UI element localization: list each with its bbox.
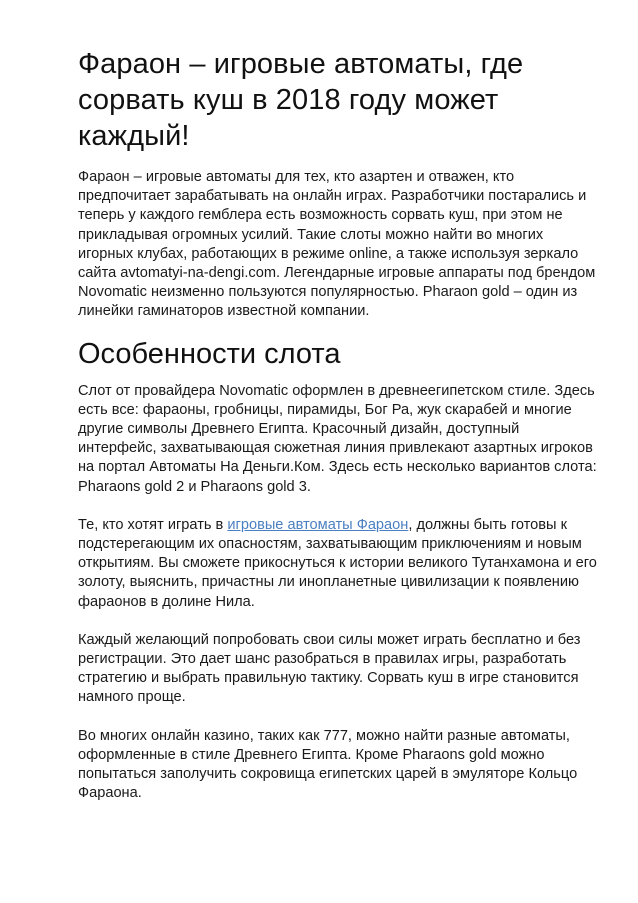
paragraph-play-link (78, 516, 598, 612)
paragraph-text-after-link: , должны быть готовы к подстерегающим их опасностям, захватывающим приключениям и новым открытиям. Вы сможете прикоснуться к истории великого Тутанхамона и его золоту, выяснить, причастны ли инопланетные цивилизации к появлению фараонов в долине Нила. (78, 516, 597, 610)
paragraph-text-before-link: Те, кто хотят играть в (78, 516, 228, 533)
paragraph-online-casinos: Во многих онлайн казино, таких как 777, можно найти разные автоматы, оформленные в стиле Древнего Египта. Кроме Pharaons gold можно попытаться заполучить сокровища египетских царей в эмуляторе Кольцо Фараона. (78, 727, 578, 802)
intro-paragraph: Фараон – игровые автоматы для тех, кто азартен и отважен, кто предпочитает зарабатывать на онлайн играх. Разработчики постарались и теперь у каждого гемблера есть возможность сорвать куш, при этом не прикладывая огромных усилий. Такие слоты можно найти во многих игорных клубах, работающих в режиме online, а также используя зеркало сайта avtomatyi-na-dengi.com. Легендарные игровые аппараты под брендом Novomatic неизменно пользуются популярностью. Pharaon gold – один из линейки гаминаторов известной компании. (78, 169, 596, 320)
pharaoh-slots-link[interactable]: игровые автоматы Фараон (227, 516, 409, 533)
paragraph-slot-description: Слот от провайдера Novomatic оформлен в древнеегипетском стиле. Здесь есть все: фараоны, гробницы, пирамиды, Бог Ра, жук скарабей и многие другие символы Древнего Египта. Красочный дизайн, доступный интерфейс, захватывающая сюжетная линия привлекают азартных игроков на портал Автоматы На Деньги.Ком. Здесь есть несколько вариантов слота: Pharaons gold 2 и Pharaons gold 3. (78, 382, 597, 495)
paragraph-free-play: Каждый желающий попробовать свои силы может играть бесплатно и без регистрации. Это дает шанс разобраться в правилах игры, разработать стратегию и выбрать правильную тактику. Сорвать куш в игре становится намного проще. (78, 631, 581, 706)
page-title: Фараон – игровые автоматы, где сорвать куш в 2018 году может каждый! (78, 48, 524, 152)
section-heading: Особенности слота (78, 337, 341, 370)
document-page (78, 46, 598, 822)
